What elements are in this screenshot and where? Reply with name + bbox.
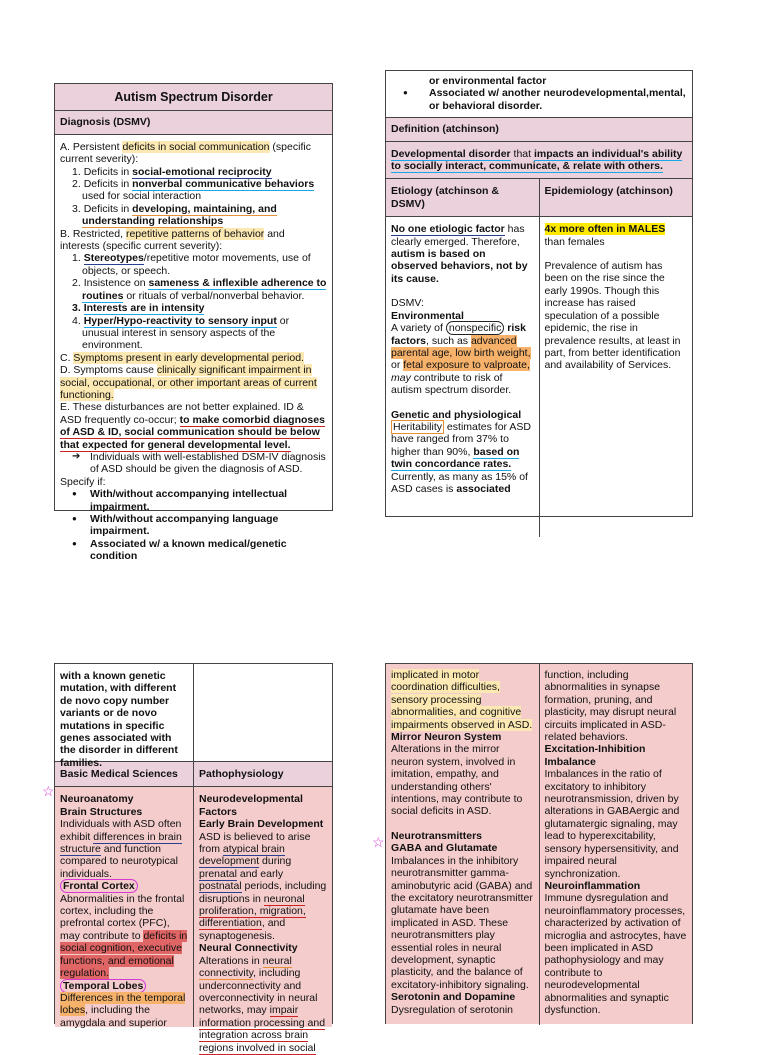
etiology-dsmv: DSMV: — [391, 297, 424, 310]
list-item: 1. Stereotypes/repetitive motor movements, use of objects, or speech. — [72, 252, 311, 277]
etiology-p1: No one etiologic factor has clearly emerged. Therefore, autism is based on observed behaviors, not by its cause. — [391, 223, 528, 285]
list-item: ● With/without accompanying language impairment. — [60, 513, 327, 538]
neurodevelopmental-heading: Neurodevelopmental Factors — [199, 793, 303, 818]
frontal-cortex-heading: Frontal Cortex — [60, 880, 188, 892]
genetic-continued-row — [55, 664, 332, 769]
genetic-heading: Genetic and physiological — [391, 408, 522, 421]
excitation-heading: Excitation-Inhibition Imbalance — [544, 743, 646, 768]
etiology-epi-body — [386, 217, 692, 537]
brain-structures-text: Individuals with ASD often exhibit differences in brain structure and function compared to neurotypical individuals. — [60, 818, 182, 880]
epidemiology-header: Epidemiology (atchinson) — [544, 185, 673, 198]
etiology-header: Etiology (atchinson & DSMV) — [386, 179, 540, 216]
neuro-columns — [386, 664, 692, 1025]
specify-label: Specify if: — [60, 475, 106, 488]
genetic-continued-text: with a known genetic mutation, with different de novo copy number variants or de novo mutations in specific genes associated with the disorder in different families. — [55, 664, 194, 761]
frontal-cortex-text: Abnormalities in the frontal cortex, including the prefrontal cortex (PFC), may contribute to deficits in social cognition, executive functions, and emotional regulation. — [60, 892, 188, 980]
temporal-lobes-text: Differences in the temporal lobes, including the amygdala and superior — [60, 991, 186, 1029]
etiology-body — [386, 217, 540, 537]
list-item: 4. Hyper/Hypo-reactivity to sensory input or unusual interest in sensory aspects of the environment. — [72, 314, 290, 352]
criterion-a: A. Persistent deficits in social communication (specific current severity): — [60, 140, 311, 166]
sciences-card — [54, 663, 333, 1054]
neuro-card — [385, 663, 693, 1024]
gaba-heading: GABA and Glutamate — [391, 842, 498, 855]
specify-list — [60, 488, 327, 562]
early-brain-heading: Early Brain Development — [199, 818, 324, 831]
neurotransmitters-heading: Neurotransmitters — [391, 829, 483, 842]
definition-card — [385, 70, 693, 517]
definition-body: Developmental disorder that impacts an individual's ability to socially interact, communicate, & relate with others. — [386, 142, 692, 180]
environmental-heading: Environmental — [391, 309, 464, 322]
continued-bullets — [391, 87, 687, 112]
continued-line: or environmental factor — [429, 75, 547, 87]
definition-header: Definition (atchinson) — [386, 117, 692, 141]
mirror-neuron-text: Alterations in the mirror neuron system, involved in imitation, empathy, and understanding others' intentions, may contribute to social deficits in ASD. — [391, 743, 523, 818]
neuroinflammation-heading: Neuroinflammation — [544, 879, 641, 892]
empty-cell — [194, 664, 332, 761]
neuro-right-p0: function, including abnormalities in synapse formation, pruning, and plasticity, may disrupt neural circuits implicated in ASD-related behaviors. — [544, 669, 677, 744]
neuroinflammation-text: Immune dysregulation and neuroinflammatory processes, characterized by activation of microglia and astrocytes, have been implicated in ASD pathophysiology and may contribute to neurodevelopmental abnormalities and synaptic dysfunction. — [544, 892, 687, 1016]
card-title: Autism Spectrum Disorder — [55, 84, 332, 111]
neuro-col-left — [386, 664, 540, 1025]
early-brain-text: ASD is believed to arise from atypical brain development during prenatal and early postnatal periods, including disruptions in neuronal proliferation, migration, differentiation, and synaptogenesis. — [199, 830, 327, 942]
diagnosis-body — [55, 135, 332, 567]
criterion-b: B. Restricted, repetitive patterns of behavior and interests (specific current severity): — [60, 227, 285, 253]
basic-sciences-header: Basic Medical Sciences — [55, 762, 194, 786]
list-item: ● With/without accompanying intellectual impairment. — [60, 488, 327, 513]
gaba-text: Imbalances in the inhibitory neurotransmitter gamma-aminobutyric acid (GABA) and the excitatory neurotransmitter glutamate have been implicated in ASD. These neurotransmitters play essential roles in neural development, synaptic plasticity, and the balance of excitatory-inhibitory signaling. — [391, 854, 533, 991]
mirror-neuron-heading: Mirror Neuron System — [391, 731, 502, 744]
genetic-text: Heritability estimates for ASD have ranged from 37% to higher than 90%, based on twin concordance rates. Currently, as many as 15% of ASD cases is associated — [391, 420, 531, 495]
etiology-epi-headers — [386, 179, 692, 217]
list-item: ➔ Individuals with well-established DSM-IV diagnosis of ASD should be given the diagnosis of ASD. — [60, 451, 327, 476]
list-item: 3. Interests are in intensity — [72, 302, 205, 315]
temporal-lobes-heading: Temporal Lobes — [60, 980, 188, 992]
sciences-headers — [55, 762, 332, 787]
neural-connectivity-text: Alterations in neural connectivity, including underconnectivity and overconnectivity in neural networks, may impair information processing and integration across brain regions involved in social — [199, 954, 326, 1054]
pathophysiology-body — [194, 787, 332, 1054]
star-icon: ☆ — [372, 834, 385, 850]
list-item: 1. Deficits in social-emotional reciprocity — [72, 165, 272, 178]
basic-sciences-body — [55, 787, 194, 1027]
list-item: 3. Deficits in developing, maintaining, and understanding relationships — [72, 202, 277, 228]
criterion-a-list — [60, 166, 327, 228]
brain-structures-heading: Brain Structures — [60, 805, 143, 818]
epidemiology-p2: Prevalence of autism has been on the rise since the early 1990s. Though this increase has raised speculation of a possible epidemic, the rise in prevalence results, at least in part, from better identification and availability of Services. — [544, 260, 681, 372]
neuroanatomy-heading: Neuroanatomy — [60, 793, 134, 806]
star-icon: ☆ — [42, 783, 55, 799]
list-item: ● Associated w/ another neurodevelopmental,mental, or behavioral disorder. — [391, 87, 687, 112]
sciences-body — [55, 787, 332, 1054]
diagnosis-card — [54, 83, 333, 563]
neuro-left-p0: implicated in motor coordination difficulties, sensory processing abnormalities, and cognitive impairments observed in ASD. — [391, 669, 533, 731]
serotonin-text: Dysregulation of serotonin — [391, 1003, 513, 1016]
criterion-b-list — [60, 252, 327, 351]
criterion-c: C. Symptoms present in early developmental period. — [60, 351, 304, 364]
arrow-list — [60, 451, 327, 476]
section-header-diagnosis: Diagnosis (DSMV) — [55, 111, 332, 134]
excitation-text: Imbalances in the ratio of excitatory to inhibitory neurotransmission, driven by alterations in GABAergic and glutamatergic signaling, may lead to hyperexcitability, sensory hypersensitivity, and impaired neural synchronization. — [544, 768, 680, 880]
list-item: ● Associated w/ a known medical/genetic condition — [60, 538, 327, 563]
continued-list — [386, 71, 692, 117]
list-item: 2. Insistence on sameness & inflexible adherence to routines or rituals of verbal/nonverbal behavior. — [72, 277, 327, 302]
pathophysiology-header: Pathophysiology — [199, 768, 284, 780]
serotonin-heading: Serotonin and Dopamine — [391, 991, 516, 1004]
criterion-e: E. These disturbances are not better explained. ID & ASD frequently co-occur; to make comorbid diagnoses of ASD & ID, social communication should be below that expected for general developmental level. — [60, 401, 325, 451]
epidemiology-p1: 4x more often in MALES than females — [544, 223, 666, 248]
environmental-text: A variety of nonspecific risk factors, such as advanced parental age, low birth weight, or fetal exposure to valproate, may contribute to risk of autism spectrum disorder. — [391, 322, 531, 397]
neural-connectivity-heading: Neural Connectivity — [199, 942, 298, 955]
epidemiology-body — [540, 217, 693, 537]
list-item: 2. Deficits in nonverbal communicative behaviors used for social interaction — [72, 178, 315, 203]
neuro-col-right — [540, 664, 693, 1025]
criterion-d: D. Symptoms cause clinically significant impairment in social, occupational, or other important areas of current functioning. — [60, 364, 317, 401]
